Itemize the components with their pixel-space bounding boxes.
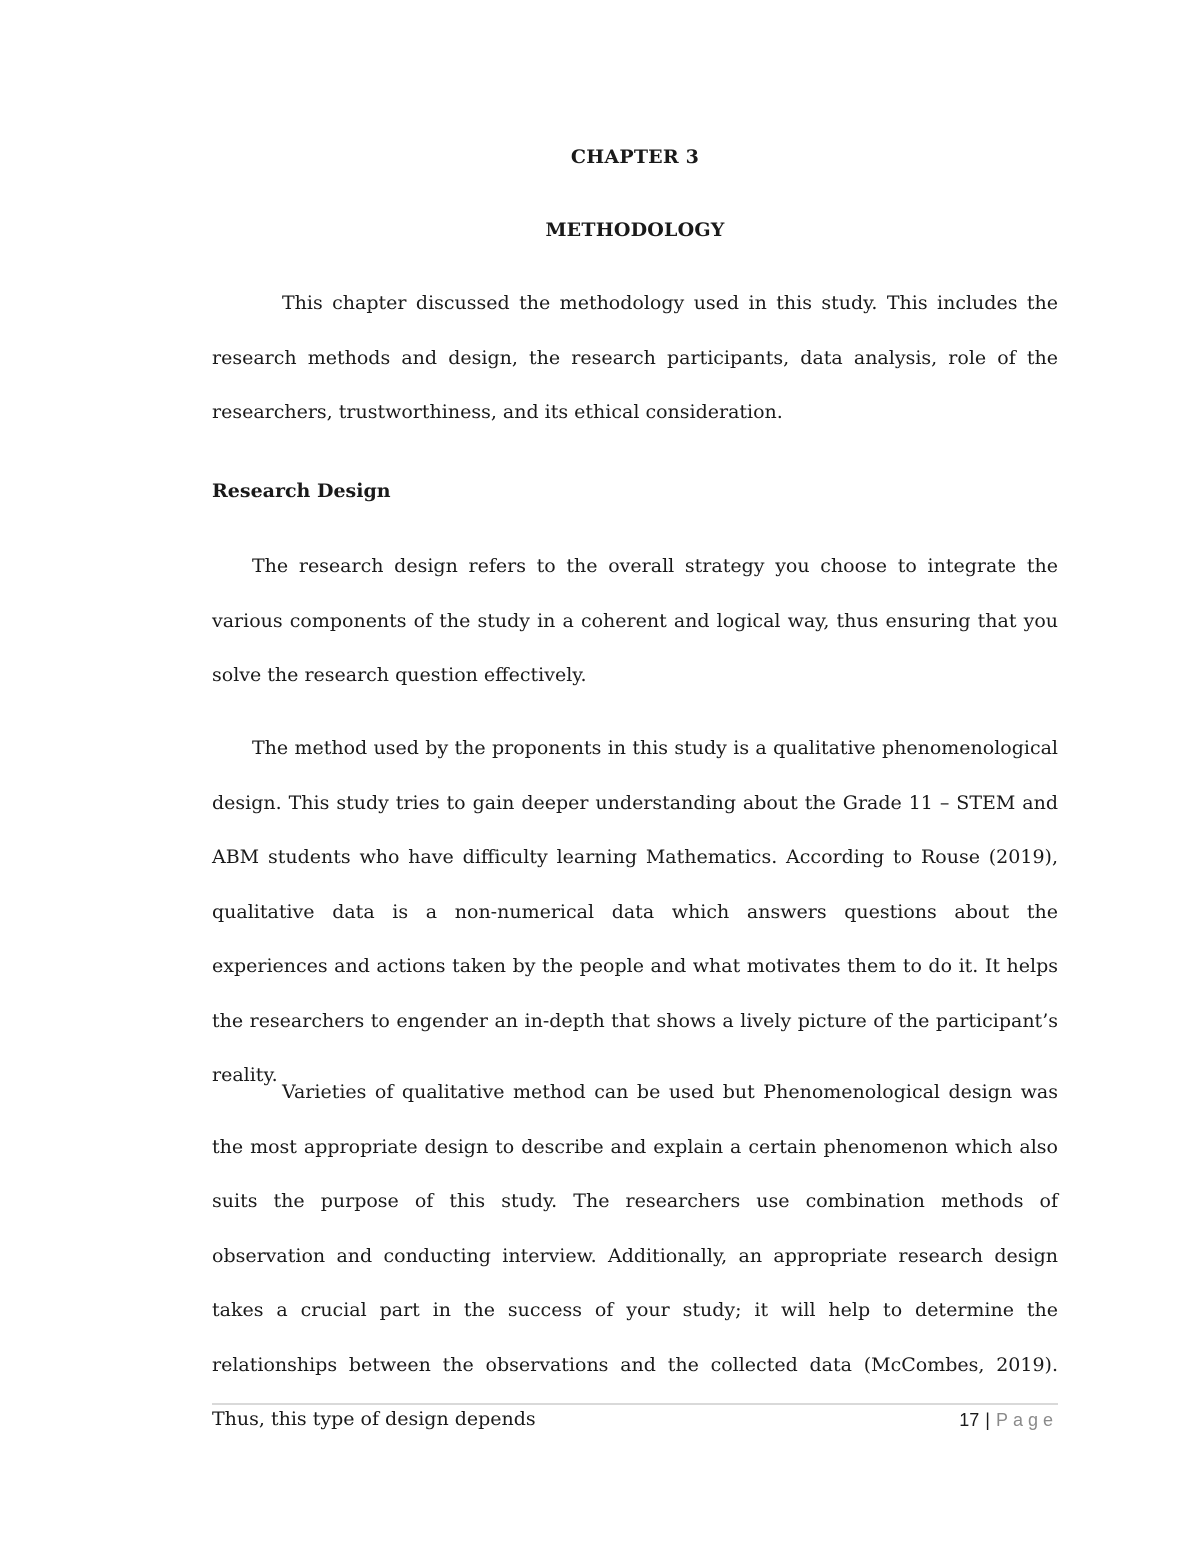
paragraph-phenomenological-design: Varieties of qualitative method can be used but Phenomenological design was the most appropriate design to describe and explain a certain phenomenon which also suits the purpose of this study. The researchers use combination methods of observation and conducting interview. Additionally, an appropriate research design takes a crucial part in the success of your study; it will help to determine the relationships between the observations and the collected data (McCombes, 2019). Thus, this type of design depends	[212, 1081, 1058, 1430]
footer-separator: |	[985, 1410, 990, 1430]
page-number: 17	[959, 1410, 980, 1430]
section-heading-research-design: Research Design	[212, 480, 391, 502]
page-label: Page	[995, 1410, 1058, 1430]
intro-paragraph: This chapter discussed the methodology used in this study. This includes the research methods and design, the research participants, data analysis, role of the researchers, trustworthiness, and its ethical consideration.	[212, 292, 1058, 423]
chapter-heading: CHAPTER 3	[570, 146, 700, 168]
paragraph-method-used: The method used by the proponents in this study is a qualitative phenomenological design. This study tries to gain deeper understanding about the Grade 11 – STEM and ABM students who have difficulty learning Mathematics. According to Rouse (2019), qualitative data is a non-numerical data which answers questions about the experiences and actions taken by the people and what motivates them to do it. It helps the researchers to engender an in-depth that shows a lively picture of the participant’s reality.	[212, 737, 1058, 1086]
page-footer	[959, 1410, 1058, 1431]
footer-divider	[212, 1403, 1058, 1405]
paragraph-research-design-definition: The research design refers to the overall strategy you choose to integrate the various components of the study in a coherent and logical way, thus ensuring that you solve the research question effectively.	[212, 555, 1058, 686]
chapter-title: METHODOLOGY	[545, 219, 725, 241]
